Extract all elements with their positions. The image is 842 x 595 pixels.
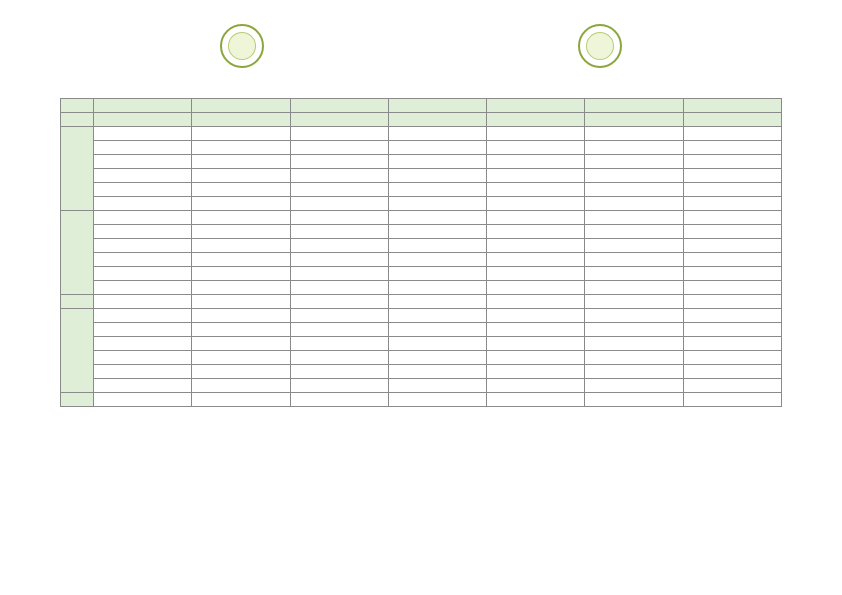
section-label bbox=[61, 295, 94, 309]
table-row bbox=[61, 309, 782, 323]
table-row bbox=[61, 169, 782, 183]
section-label bbox=[61, 211, 94, 295]
menu-cell bbox=[487, 155, 585, 169]
note-line bbox=[60, 440, 782, 449]
menu-cell bbox=[94, 239, 192, 253]
table-row bbox=[61, 337, 782, 351]
menu-cell bbox=[683, 323, 781, 337]
header-cell bbox=[290, 113, 388, 127]
menu-cell bbox=[585, 169, 683, 183]
menu-cell bbox=[290, 379, 388, 393]
menu-cell bbox=[388, 365, 486, 379]
menu-cell bbox=[290, 127, 388, 141]
menu-cell bbox=[585, 365, 683, 379]
menu-cell bbox=[192, 253, 290, 267]
note-line bbox=[60, 476, 782, 485]
menu-cell bbox=[487, 183, 585, 197]
table-row bbox=[61, 225, 782, 239]
header-cell bbox=[585, 99, 683, 113]
menu-cell bbox=[94, 379, 192, 393]
section-label bbox=[61, 309, 94, 393]
menu-cell bbox=[388, 239, 486, 253]
menu-table bbox=[60, 98, 782, 407]
menu-cell bbox=[487, 197, 585, 211]
menu-cell bbox=[290, 141, 388, 155]
menu-cell bbox=[585, 197, 683, 211]
menu-cell bbox=[94, 337, 192, 351]
menu-cell bbox=[192, 197, 290, 211]
menu-cell bbox=[94, 295, 192, 309]
table-row bbox=[61, 211, 782, 225]
menu-cell bbox=[683, 211, 781, 225]
menu-cell bbox=[290, 253, 388, 267]
header-cell bbox=[487, 113, 585, 127]
menu-cell bbox=[290, 365, 388, 379]
table-row bbox=[61, 127, 782, 141]
menu-cell bbox=[388, 393, 486, 407]
menu-cell bbox=[487, 239, 585, 253]
table-row bbox=[61, 197, 782, 211]
emblem-icon-right bbox=[578, 24, 622, 68]
menu-cell bbox=[290, 351, 388, 365]
header-cell bbox=[61, 99, 94, 113]
menu-cell bbox=[192, 155, 290, 169]
menu-cell bbox=[487, 141, 585, 155]
header-cell bbox=[683, 113, 781, 127]
menu-cell bbox=[683, 281, 781, 295]
menu-cell bbox=[683, 239, 781, 253]
menu-cell bbox=[388, 337, 486, 351]
menu-cell bbox=[290, 239, 388, 253]
menu-cell bbox=[192, 393, 290, 407]
menu-cell bbox=[585, 337, 683, 351]
menu-cell bbox=[487, 295, 585, 309]
menu-cell bbox=[388, 351, 486, 365]
table-row bbox=[61, 351, 782, 365]
menu-cell bbox=[585, 267, 683, 281]
menu-cell bbox=[94, 351, 192, 365]
menu-cell bbox=[683, 337, 781, 351]
table-row bbox=[61, 379, 782, 393]
menu-cell bbox=[192, 225, 290, 239]
menu-cell bbox=[487, 351, 585, 365]
menu-cell bbox=[487, 379, 585, 393]
menu-cell bbox=[585, 225, 683, 239]
note-line bbox=[60, 449, 782, 458]
note-line bbox=[60, 485, 782, 494]
note-line bbox=[60, 467, 782, 476]
menu-cell bbox=[290, 281, 388, 295]
menu-cell bbox=[94, 141, 192, 155]
menu-cell bbox=[290, 309, 388, 323]
header-cell bbox=[585, 113, 683, 127]
menu-cell bbox=[94, 281, 192, 295]
menu-cell bbox=[585, 281, 683, 295]
menu-cell bbox=[585, 239, 683, 253]
menu-cell bbox=[290, 155, 388, 169]
menu-cell bbox=[487, 225, 585, 239]
menu-cell bbox=[683, 225, 781, 239]
menu-cell bbox=[683, 379, 781, 393]
menu-cell bbox=[585, 127, 683, 141]
menu-cell bbox=[683, 127, 781, 141]
menu-cell bbox=[683, 267, 781, 281]
menu-cell bbox=[192, 267, 290, 281]
table-row bbox=[61, 267, 782, 281]
menu-cell bbox=[487, 393, 585, 407]
table-row bbox=[61, 239, 782, 253]
menu-cell bbox=[388, 127, 486, 141]
menu-cell bbox=[290, 211, 388, 225]
menu-cell bbox=[94, 323, 192, 337]
menu-cell bbox=[192, 183, 290, 197]
section-label bbox=[61, 393, 94, 407]
menu-cell bbox=[585, 295, 683, 309]
menu-cell bbox=[585, 155, 683, 169]
notes-block bbox=[60, 413, 782, 494]
menu-cell bbox=[388, 211, 486, 225]
header-cell bbox=[388, 99, 486, 113]
page-header bbox=[60, 18, 782, 76]
menu-cell bbox=[192, 127, 290, 141]
section-label bbox=[61, 127, 94, 211]
table-row bbox=[61, 141, 782, 155]
menu-cell bbox=[290, 225, 388, 239]
menu-cell bbox=[487, 169, 585, 183]
menu-cell bbox=[192, 351, 290, 365]
note-line bbox=[60, 431, 782, 440]
header-cell bbox=[290, 99, 388, 113]
menu-cell bbox=[290, 197, 388, 211]
menu-cell bbox=[192, 239, 290, 253]
menu-cell bbox=[683, 365, 781, 379]
menu-cell bbox=[487, 309, 585, 323]
menu-cell bbox=[388, 141, 486, 155]
header-cell bbox=[61, 113, 94, 127]
menu-cell bbox=[683, 295, 781, 309]
menu-cell bbox=[290, 169, 388, 183]
menu-cell bbox=[94, 169, 192, 183]
menu-cell bbox=[683, 351, 781, 365]
header-cell bbox=[192, 113, 290, 127]
table-row bbox=[61, 393, 782, 407]
header-cell bbox=[388, 113, 486, 127]
header-cell bbox=[94, 99, 192, 113]
menu-cell bbox=[94, 309, 192, 323]
menu-cell bbox=[683, 141, 781, 155]
header-row-dates bbox=[61, 99, 782, 113]
menu-cell bbox=[388, 169, 486, 183]
header-cell bbox=[94, 113, 192, 127]
menu-cell bbox=[192, 211, 290, 225]
table-row bbox=[61, 281, 782, 295]
note-line bbox=[60, 413, 782, 422]
menu-cell bbox=[192, 169, 290, 183]
menu-cell bbox=[94, 225, 192, 239]
menu-cell bbox=[192, 337, 290, 351]
menu-cell bbox=[585, 393, 683, 407]
header-cell bbox=[683, 99, 781, 113]
menu-cell bbox=[683, 393, 781, 407]
menu-cell bbox=[94, 211, 192, 225]
menu-cell bbox=[94, 197, 192, 211]
menu-cell bbox=[388, 281, 486, 295]
menu-cell bbox=[487, 337, 585, 351]
menu-cell bbox=[683, 197, 781, 211]
table-row bbox=[61, 155, 782, 169]
header-row-days bbox=[61, 113, 782, 127]
table-row bbox=[61, 253, 782, 267]
menu-cell bbox=[585, 183, 683, 197]
menu-cell bbox=[585, 141, 683, 155]
menu-cell bbox=[290, 393, 388, 407]
menu-cell bbox=[290, 323, 388, 337]
menu-cell bbox=[487, 267, 585, 281]
menu-cell bbox=[585, 253, 683, 267]
menu-cell bbox=[487, 211, 585, 225]
menu-body bbox=[61, 127, 782, 407]
menu-cell bbox=[683, 155, 781, 169]
menu-cell bbox=[388, 253, 486, 267]
menu-cell bbox=[487, 253, 585, 267]
menu-cell bbox=[388, 309, 486, 323]
menu-cell bbox=[94, 253, 192, 267]
table-row bbox=[61, 365, 782, 379]
menu-cell bbox=[290, 183, 388, 197]
menu-cell bbox=[94, 365, 192, 379]
menu-cell bbox=[192, 365, 290, 379]
menu-cell bbox=[388, 267, 486, 281]
menu-cell bbox=[487, 127, 585, 141]
menu-cell bbox=[290, 337, 388, 351]
menu-cell bbox=[192, 309, 290, 323]
note-line bbox=[60, 422, 782, 431]
menu-cell bbox=[487, 365, 585, 379]
menu-cell bbox=[683, 183, 781, 197]
menu-cell bbox=[192, 323, 290, 337]
table-row bbox=[61, 323, 782, 337]
menu-cell bbox=[192, 141, 290, 155]
menu-cell bbox=[683, 169, 781, 183]
menu-cell bbox=[388, 225, 486, 239]
menu-cell bbox=[585, 211, 683, 225]
table-row bbox=[61, 183, 782, 197]
menu-cell bbox=[192, 281, 290, 295]
menu-cell bbox=[192, 379, 290, 393]
menu-cell bbox=[388, 155, 486, 169]
menu-cell bbox=[94, 127, 192, 141]
menu-cell bbox=[388, 295, 486, 309]
menu-cell bbox=[290, 295, 388, 309]
menu-cell bbox=[388, 183, 486, 197]
note-line bbox=[60, 458, 782, 467]
header-cell bbox=[192, 99, 290, 113]
emblem-icon-left bbox=[220, 24, 264, 68]
menu-cell bbox=[388, 197, 486, 211]
menu-cell bbox=[94, 183, 192, 197]
menu-cell bbox=[585, 351, 683, 365]
menu-cell bbox=[585, 379, 683, 393]
menu-cell bbox=[388, 323, 486, 337]
menu-cell bbox=[585, 323, 683, 337]
menu-cell bbox=[585, 309, 683, 323]
menu-cell bbox=[388, 379, 486, 393]
menu-cell bbox=[94, 393, 192, 407]
table-row bbox=[61, 295, 782, 309]
menu-cell bbox=[94, 267, 192, 281]
menu-cell bbox=[683, 253, 781, 267]
header-cell bbox=[487, 99, 585, 113]
menu-cell bbox=[192, 295, 290, 309]
menu-cell bbox=[290, 267, 388, 281]
menu-cell bbox=[487, 281, 585, 295]
menu-cell bbox=[683, 309, 781, 323]
menu-cell bbox=[487, 323, 585, 337]
menu-cell bbox=[94, 155, 192, 169]
